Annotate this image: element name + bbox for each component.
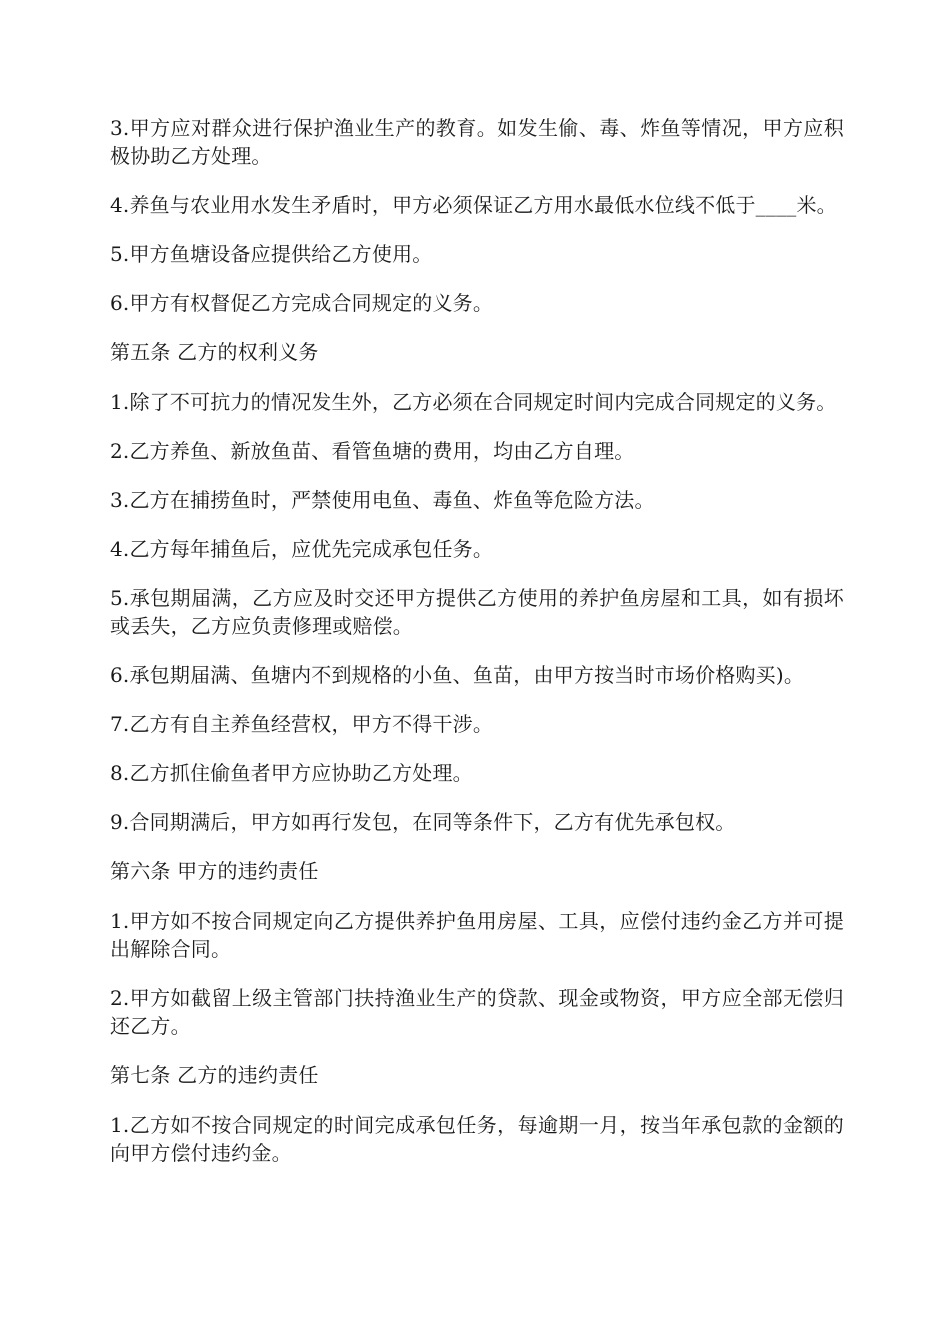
clause-5-item-3: 3.乙方在捕捞鱼时，严禁使用电鱼、毒鱼、炸鱼等危险方法。 [110, 488, 655, 512]
clause-6-heading: 第六条 甲方的违约责任 [110, 859, 319, 883]
clause-5-heading: 第五条 乙方的权利义务 [110, 340, 319, 364]
clause-5-item-4: 4.乙方每年捕鱼后，应优先完成承包任务。 [110, 537, 494, 561]
clause-5-item-6: 6.承包期届满、鱼塘内不到规格的小鱼、鱼苗，由甲方按当时市场价格购买)。 [110, 663, 805, 687]
clause-5-item-2: 2.乙方养鱼、新放鱼苗、看管鱼塘的费用，均由乙方自理。 [110, 439, 635, 463]
document-body [110, 114, 844, 1188]
clause-4-item-6: 6.甲方有权督促乙方完成合同规定的义务。 [110, 291, 494, 315]
clause-5-item-7: 7.乙方有自主养鱼经营权，甲方不得干涉。 [110, 712, 494, 736]
clause-7-heading: 第七条 乙方的违约责任 [110, 1063, 319, 1087]
clause-4-item-4: 4.养鱼与农业用水发生矛盾时，甲方必须保证乙方用水最低水位线不低于____米。 [110, 193, 837, 217]
clause-4-item-5: 5.甲方鱼塘设备应提供给乙方使用。 [110, 242, 433, 266]
clause-5-item-5: 5.承包期届满，乙方应及时交还甲方提供乙方使用的养护鱼房屋和工具，如有损坏或丢失，乙方应负责修理或赔偿。 [110, 586, 844, 638]
clause-6-item-2: 2.甲方如截留上级主管部门扶持渔业生产的贷款、现金或物资，甲方应全部无偿归还乙方。 [110, 986, 844, 1038]
clause-5-item-1: 1.除了不可抗力的情况发生外，乙方必须在合同规定时间内完成合同规定的义务。 [110, 390, 837, 414]
clause-7-item-1: 1.乙方如不按合同规定的时间完成承包任务，每逾期一月，按当年承包款的金额的向甲方偿付违约金。 [110, 1113, 844, 1165]
clause-5-item-8: 8.乙方抓住偷鱼者甲方应协助乙方处理。 [110, 761, 473, 785]
clause-5-item-9: 9.合同期满后，甲方如再行发包，在同等条件下，乙方有优先承包权。 [110, 810, 736, 834]
clause-4-item-3: 3.甲方应对群众进行保护渔业生产的教育。如发生偷、毒、炸鱼等情况，甲方应积极协助乙方处理。 [110, 116, 844, 168]
clause-6-item-1: 1.甲方如不按合同规定向乙方提供养护鱼用房屋、工具，应偿付违约金乙方并可提出解除合同。 [110, 909, 844, 961]
